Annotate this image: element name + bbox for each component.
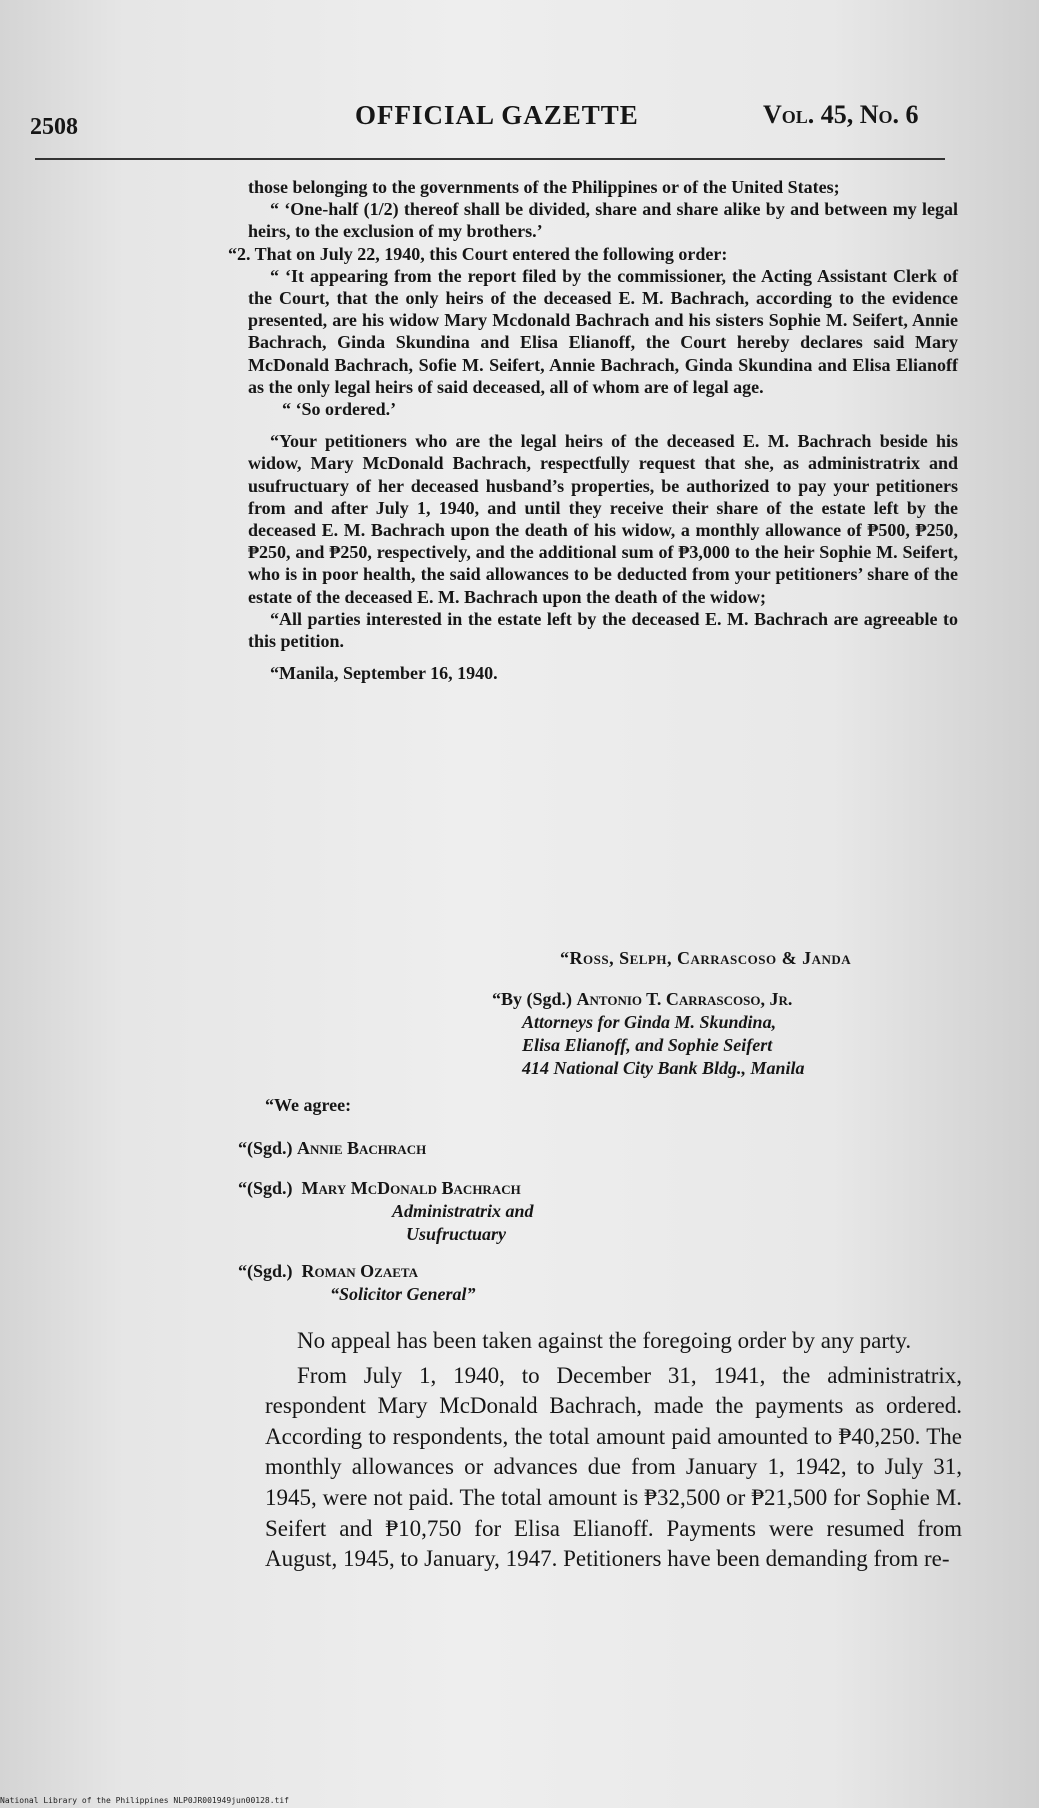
signer-role: “Solicitor General” <box>330 1284 476 1304</box>
quote-paragraph: “2. That on July 22, 1940, this Court entered the following order: <box>228 243 728 264</box>
publication-title: OFFICIAL GAZETTE <box>355 100 639 130</box>
body-paragraph: No appeal has been taken against the foregoing order by any party. <box>297 1328 912 1353</box>
signed-label: “(Sgd.) <box>238 1138 293 1158</box>
attorney-name: Antonio T. Carrascoso, Jr. <box>576 989 793 1009</box>
quoted-petition <box>228 176 958 684</box>
volume-number: Vol. 45, No. 6 <box>763 100 919 129</box>
quote-paragraph: those belonging to the governments of the Philippines or of the United States; <box>248 177 840 197</box>
attorney-role-line: Attorneys for Ginda M. Skundina, <box>522 1012 777 1032</box>
signer-role: Administratrix and <box>392 1201 534 1221</box>
page-number: 2508 <box>30 114 78 140</box>
quote-paragraph: “All parties interested in the estate left by the deceased E. M. Bachrach are agreeable to this petition. <box>248 608 958 652</box>
signed-label: “(Sgd.) <box>238 1178 293 1198</box>
body-text <box>265 1326 962 1575</box>
page-header <box>0 100 1039 140</box>
signed-label: “(Sgd.) <box>238 1261 293 1281</box>
body-paragraph: From July 1, 1940, to December 31, 1941, the administratrix, respondent Mary McDonald Bachrach, made the payments as ordered. According to respondents, the total amount paid amounted to ₱40,250. The monthly allowances or advances due from January 1, 1942, to July 31, 1945, were not paid. The total amount is ₱32,500 or ₱21,500 for Sophie M. Seifert and ₱10,750 for Elisa Elianoff. Payments were resumed from August, 1945, to January, 1947. Petitioners have been demanding from re- <box>265 1362 962 1572</box>
attorney-signature-block <box>492 988 805 1080</box>
signer-name: Roman Ozaeta <box>301 1261 418 1281</box>
signer-name: Annie Bachrach <box>297 1138 427 1158</box>
signer-block <box>238 1177 534 1246</box>
signer-block <box>238 1137 426 1160</box>
quote-paragraph: “ ‘It appearing from the report filed by the commissioner, the Acting Assistant Clerk of the Court, that the only heirs of the deceased E. M. Bachrach, according to the evidence presented, are his widow Mary Mcdonald Bachrach and his sisters Sophie M. Seifert, Annie Bachrach, Ginda Skundina and Elisa Elianoff, the Court hereby declares said Mary McDonald Bachrach, Sofie M. Seifert, Annie Bachrach, Ginda Skundina and Elisa Elianoff as the only legal heirs of said deceased, all of whom are of legal age. <box>248 265 958 397</box>
quote-paragraph: “Your petitioners who are the legal heirs of the deceased E. M. Bachrach beside his widow, Mary McDonald Bachrach, respectfully request that she, as administratrix and usufructuary of her deceased husband’s properties, be authorized to pay your petitioners from and after July 1, 1940, and until they receive their share of the estate left by the deceased E. M. Bachrach upon the death of his widow, a monthly allowance of ₱500, ₱250, ₱250, and ₱250, respectively, and the additional sum of ₱3,000 to the heir Sophie M. Seifert, who is in poor health, the said allowances to be deducted from your petitioners’ share of the estate of the deceased E. M. Bachrach upon the death of the widow; <box>248 431 958 607</box>
agreement-label: “We agree: <box>265 1095 352 1115</box>
attorney-address-line: 414 National City Bank Bldg., Manila <box>522 1058 805 1078</box>
header-rule <box>35 158 945 160</box>
signer-block <box>238 1260 476 1306</box>
quote-dateline: “Manila, September 16, 1940. <box>270 663 498 684</box>
signed-by-label: “By (Sgd.) <box>492 989 573 1009</box>
quote-paragraph: “ ‘So ordered.’ <box>282 399 397 420</box>
scan-footer: National Library of the Philippines NLP0JR001949jun00128.tif <box>0 1796 289 1805</box>
signer-name: Mary McDonald Bachrach <box>301 1178 521 1198</box>
quote-paragraph: “ ‘One-half (1/2) thereof shall be divided, share and share alike by and between my legal heirs, to the exclusion of my brothers.’ <box>248 199 958 242</box>
attorney-role-line: Elisa Elianoff, and Sophie Seifert <box>522 1035 773 1055</box>
signer-role: Usufructuary <box>406 1224 507 1244</box>
law-firm-signature: “Ross, Selph, Carrascoso & Janda <box>560 948 852 968</box>
